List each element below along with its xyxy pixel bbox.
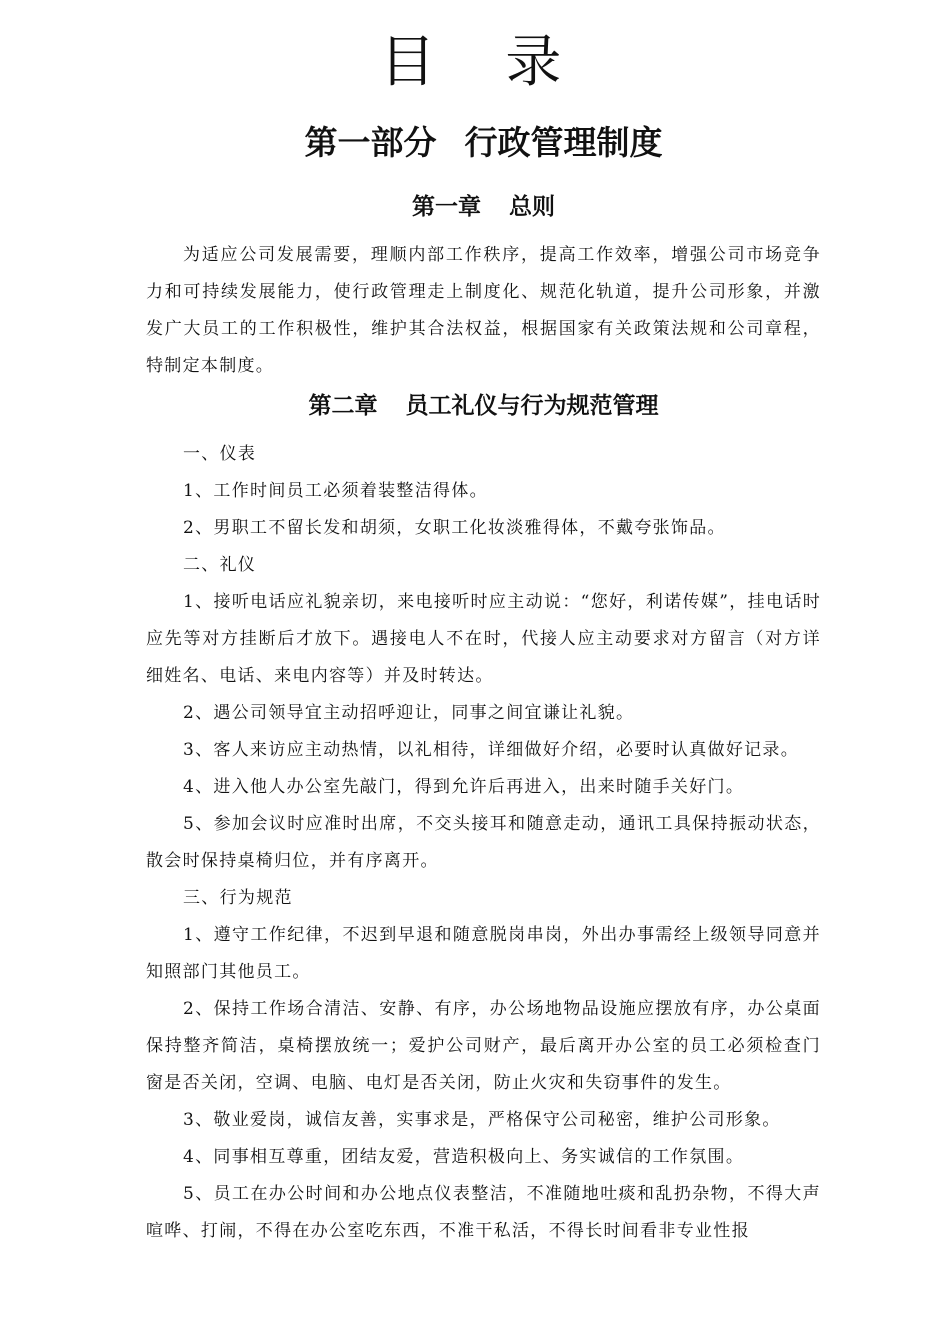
paragraph: 3、客人来访应主动热情，以礼相待，详细做好介绍，必要时认真做好记录。 [183, 740, 800, 760]
intro-section [146, 237, 821, 385]
chapter-1-name: 总则 [509, 194, 555, 220]
section-heading-conduct: 三、行为规范 [183, 888, 293, 908]
paragraph: 1、遵守工作纪律，不迟到早退和随意脱岗串岗，外出办事需经上级领导同意并知照部门其他员工。 [146, 925, 821, 982]
part-name: 行政管理制度 [464, 123, 663, 162]
paragraph: 2、男职工不留长发和胡须，女职工化妆淡雅得体，不戴夸张饰品。 [183, 518, 726, 538]
paragraph: 3、敬业爱岗，诚信友善，实事求是，严格保守公司秘密，维护公司形象。 [183, 1110, 781, 1130]
part-label: 第一部分 [304, 123, 437, 162]
chapter-1-title [146, 190, 821, 224]
intro-paragraph: 为适应公司发展需要，理顺内部工作秩序，提高工作效率，增强公司市场竞争力和可持续发展能力，使行政管理走上制度化、规范化轨道，提升公司形象，并激发广大员工的工作积极性，维护其合法权益，根据国家有关政策法规和公司章程，特制定本制度。 [146, 245, 821, 376]
chapter-1-label: 第一章 [412, 194, 481, 220]
chapter-2-body [146, 436, 821, 1250]
chapter-2-name: 员工礼仪与行为规范管理 [405, 393, 659, 419]
paragraph: 5、参加会议时应准时出席，不交头接耳和随意走动，通讯工具保持振动状态，散会时保持桌椅归位，并有序离开。 [146, 814, 821, 871]
paragraph: 1、接听电话应礼貌亲切，来电接听时应主动说：“您好，利诺传媒”，挂电话时应先等对方挂断后才放下。遇接电人不在时，代接人应主动要求对方留言（对方详细姓名、电话、来电内容等）并及时转达。 [146, 592, 821, 686]
paragraph: 1、工作时间员工必须着装整洁得体。 [183, 481, 488, 501]
paragraph: 5、员工在办公时间和办公地点仪表整洁，不准随地吐痰和乱扔杂物，不得大声喧哗、打闹，不得在办公室吃东西，不准干私活，不得长时间看非专业性报 [146, 1184, 821, 1241]
paragraph: 2、遇公司领导宜主动招呼迎让，同事之间宜谦让礼貌。 [183, 703, 635, 723]
chapter-2-label: 第二章 [308, 393, 378, 419]
section-heading-etiquette: 二、礼仪 [183, 555, 257, 575]
chapter-2-title [146, 389, 821, 423]
paragraph: 4、同事相互尊重，团结友爱，营造积极向上、务实诚信的工作氛围。 [183, 1147, 745, 1167]
paragraph: 2、保持工作场合清洁、安静、有序，办公场地物品设施应摆放有序，办公桌面保持整齐简洁，桌椅摆放统一；爱护公司财产，最后离开办公室的员工必须检查门窗是否关闭，空调、电脑、电灯是否关闭，防止火灾和失窃事件的发生。 [146, 999, 821, 1093]
part-title [146, 120, 821, 166]
section-heading-appearance: 一、仪表 [183, 444, 257, 464]
paragraph: 4、进入他人办公室先敲门，得到允许后再进入，出来时随手关好门。 [183, 777, 745, 797]
document-title: 目 录 [379, 30, 588, 95]
